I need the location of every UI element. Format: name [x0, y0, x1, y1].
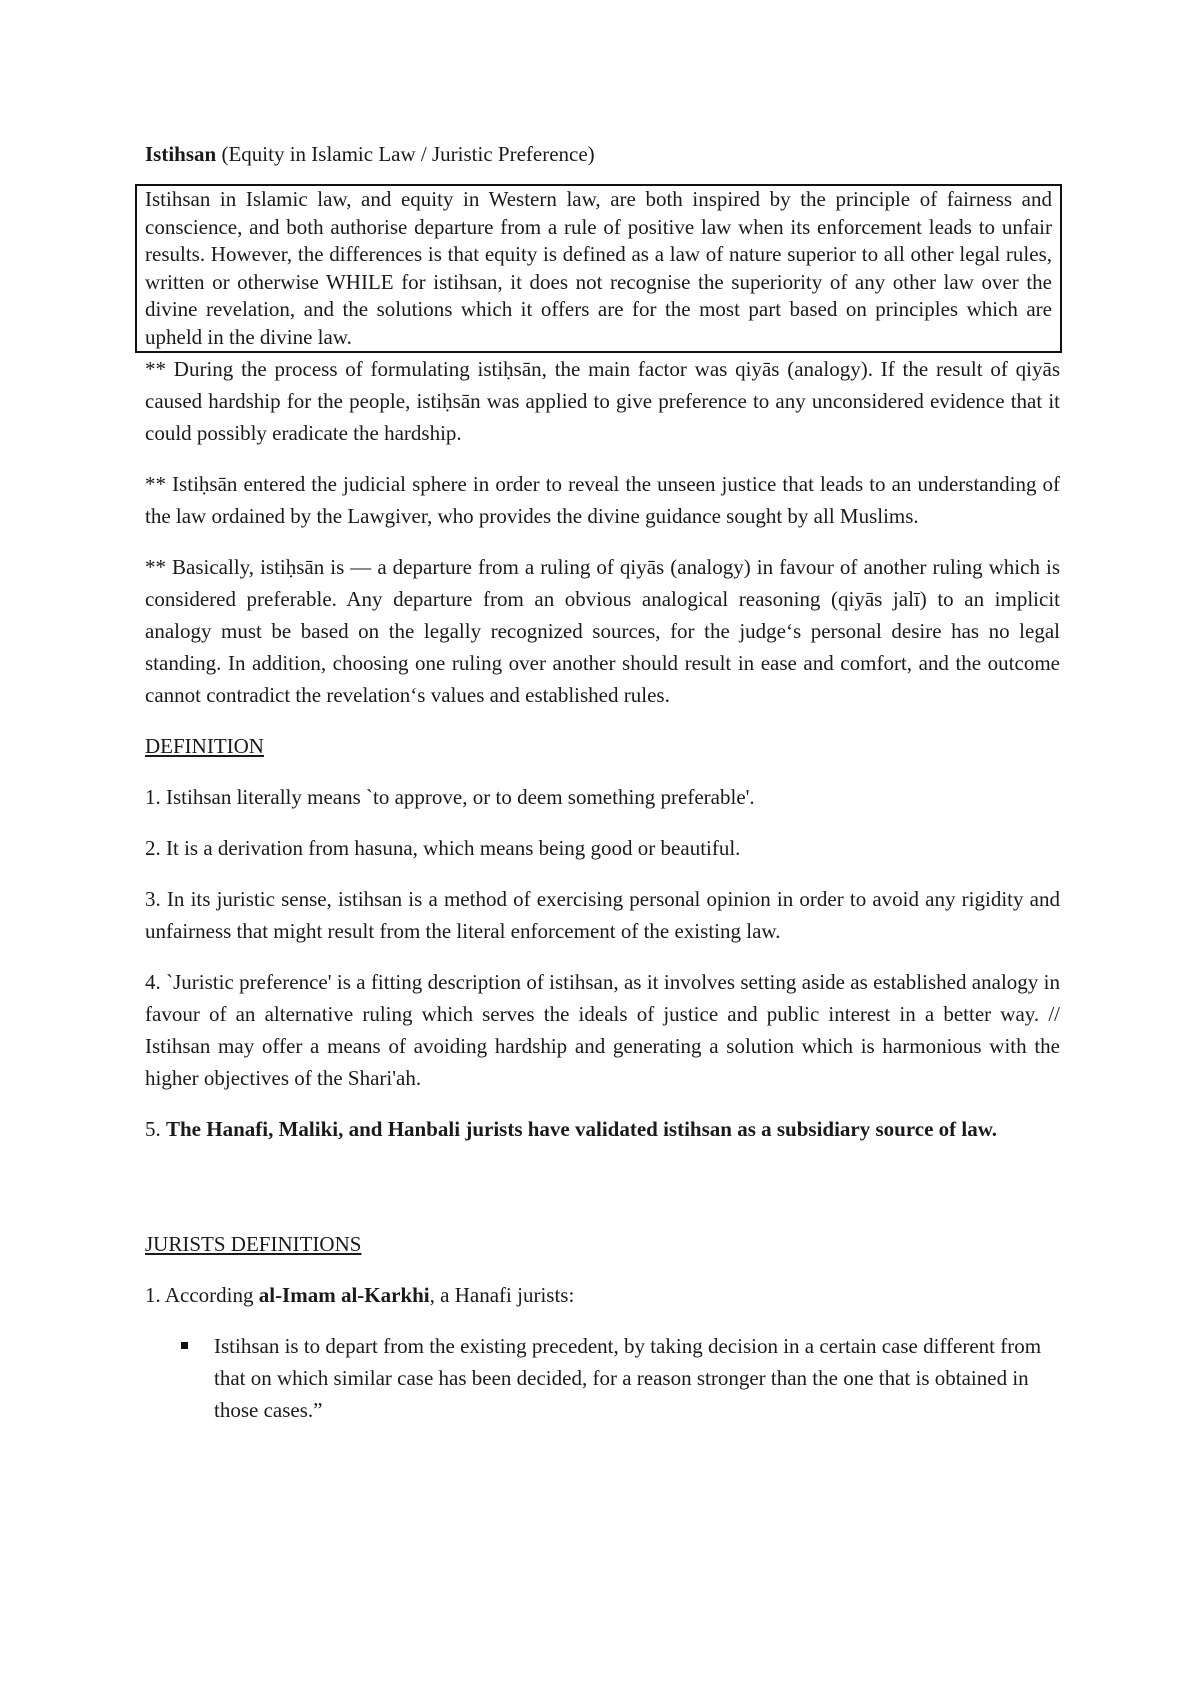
note-paragraph-1: ** During the process of formulating istiḥsān, the main factor was qiyās (analogy). If the result of qiyās caused hardship for the people, istiḥsān was applied to give preference to any unconsidered evidence that it could possibly eradicate the hardship.	[145, 357, 1060, 445]
karkhi-definition-list	[145, 1330, 1060, 1426]
list-item	[214, 1330, 1060, 1426]
definition-item-5-number: 5.	[145, 1117, 166, 1141]
definition-item-1: 1. Istihsan literally means `to approve, or to deem something preferable'.	[145, 785, 755, 809]
title-bold: Istihsan	[145, 142, 217, 166]
note-paragraph-3: ** Basically, istiḥsān is — a departure from a ruling of qiyās (analogy) in favour of another ruling which is considered preferable. Any departure from an obvious analogical reasoning (qiyās jalī) to an implicit analogy must be based on the legally recognized sources, for the judge‘s personal desire has no legal standing. In addition, choosing one ruling over another should result in ease and comfort, and the outcome cannot contradict the revelation‘s values and established rules.	[145, 555, 1060, 707]
definition-item-5	[145, 1113, 1060, 1145]
title-subtitle: (Equity in Islamic Law / Juristic Preference)	[216, 142, 595, 166]
square-bullet-icon	[181, 1342, 188, 1349]
definition-item-2: 2. It is a derivation from hasuna, which means being good or beautiful.	[145, 836, 741, 860]
definition-item-3: 3. In its juristic sense, istihsan is a method of exercising personal opinion in order to avoid any rigidity and unfairness that might result from the literal enforcement of the existing law.	[145, 887, 1060, 943]
definition-item-4: 4. `Juristic preference' is a fitting description of istihsan, as it involves setting aside as established analogy in favour of an alternative ruling which serves the ideals of justice and public interest in a better way. // Istihsan may offer a means of avoiding hardship and generating a solution which is harmonious with the higher objectives of the Shari'ah.	[145, 970, 1060, 1090]
karkhi-definition-text: Istihsan is to depart from the existing precedent, by taking decision in a certain case different from that on which similar case has been decided, for a reason stronger than the one that is obtained in those cases.”	[214, 1334, 1042, 1422]
equity-comparison-box: Istihsan in Islamic law, and equity in Western law, are both inspired by the principle of fairness and conscience, and both authorise departure from a rule of positive law when its enforcement leads to unfair results. However, the differences is that equity is defined as a law of nature superior to all other legal rules, written or otherwise WHILE for istihsan, it does not recognise the superiority of any other law over the divine revelation, and the solutions which it offers are for the most part based on principles which are upheld in the divine law.	[135, 184, 1062, 353]
document-title	[145, 138, 1060, 170]
jurist-name: al-Imam al-Karkhi	[258, 1283, 430, 1307]
definition-item-5-text: The Hanafi, Maliki, and Hanbali jurists have validated istihsan as a subsidiary source of law.	[166, 1117, 998, 1141]
document-page	[145, 138, 1060, 1426]
jurists-heading: JURISTS DEFINITIONS	[145, 1232, 362, 1256]
jurist-item-1-prefix: 1. According	[145, 1283, 259, 1307]
definition-heading: DEFINITION	[145, 734, 264, 758]
note-paragraph-2: ** Istiḥsān entered the judicial sphere in order to reveal the unseen justice that leads to an understanding of the law ordained by the Lawgiver, who provides the divine guidance sought by all Muslims.	[145, 472, 1060, 528]
jurist-item-1-suffix: , a Hanafi jurists:	[429, 1283, 575, 1307]
section-spacer	[145, 1164, 1060, 1228]
jurist-item-1	[145, 1279, 1060, 1311]
